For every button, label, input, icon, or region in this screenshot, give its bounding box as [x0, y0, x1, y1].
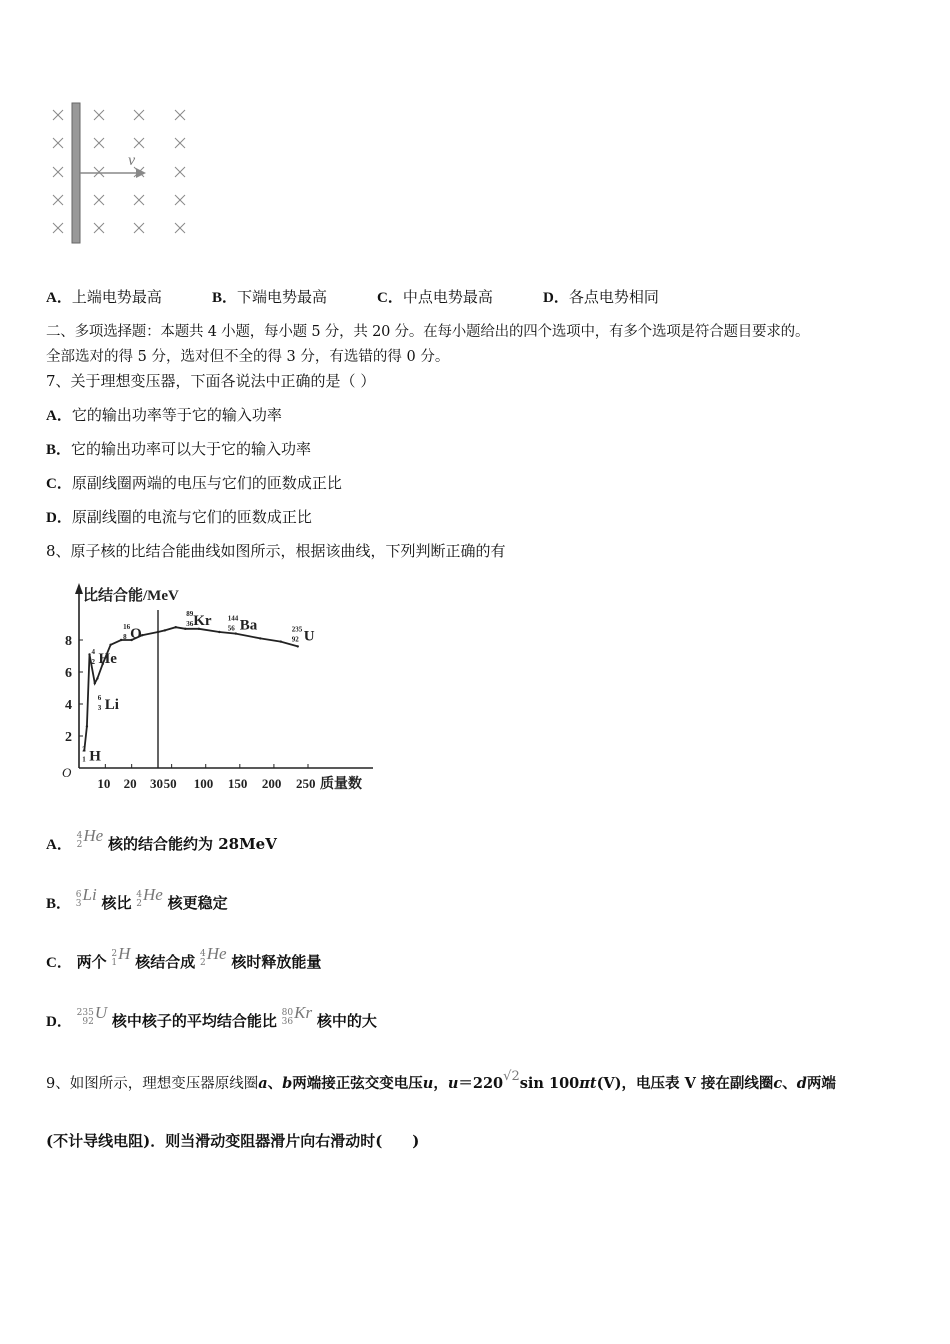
x-tick-label: 10: [97, 776, 111, 791]
annotation-mass-u: 235: [291, 625, 303, 634]
curve-point: [218, 631, 220, 633]
velocity-label: v: [128, 152, 136, 169]
x-tick-label: 50: [163, 776, 177, 791]
origin-label: O: [62, 765, 72, 780]
curve-point: [88, 653, 90, 655]
curve-point: [109, 644, 111, 646]
annotation-mass-he: 4: [91, 647, 96, 656]
annotation-mass-ba: 144: [227, 614, 239, 623]
binding-energy-chart: [58, 580, 388, 800]
conducting-rod: [72, 103, 80, 243]
q7-option-a[interactable]: A．它的输出功率等于它的输入功率: [46, 406, 282, 424]
y-tick-label: 8: [65, 634, 72, 649]
nuclide-h: 2 1: [111, 949, 118, 968]
curve-point: [157, 631, 159, 633]
curve-point: [86, 725, 88, 727]
q6-option-d[interactable]: D．各点电势相同: [543, 288, 659, 306]
curve-point: [120, 639, 122, 641]
nuclide-he-a: 4 2: [76, 831, 83, 850]
nuclide-li: 6 3: [75, 890, 82, 909]
nuclide-kr: 80 36: [281, 1008, 294, 1027]
annotation-mass-o: 16: [123, 623, 131, 631]
annotation-z-kr: 36: [186, 619, 194, 628]
y-tick-label: 6: [65, 666, 72, 681]
x-tick-label: 200: [261, 776, 282, 791]
curve-point: [94, 682, 96, 684]
q8-option-c[interactable]: C． 两个 2 1 H 核结合成 4 2 He 核时释放能量: [46, 944, 322, 971]
annotation-z-li: 3: [97, 704, 102, 713]
nuclide-u: 235 92: [76, 1008, 94, 1027]
q7-option-b[interactable]: B．它的输出功率可以大于它的输入功率: [46, 440, 312, 458]
x-tick-label: 250: [296, 776, 316, 791]
curve-point: [297, 645, 299, 647]
annotation-z-h: 1: [82, 755, 86, 764]
curve-point: [235, 632, 237, 634]
x-tick-label: 100: [193, 776, 214, 791]
q9-stem-line2: (不计导线电阻)．则当滑动变阻器滑片向右滑动时( ): [46, 1132, 420, 1150]
q8-option-b[interactable]: B． 6 3 Li 核比 4 2 He 核更稳定: [46, 885, 228, 912]
annotation-symbol-kr: Kr: [193, 612, 212, 629]
annotation-mass-kr: 89: [186, 609, 194, 618]
nuclide-he-b: 4 2: [136, 890, 143, 909]
annotation-symbol-he: He: [98, 650, 117, 667]
y-tick-label: 4: [65, 698, 72, 713]
q7-option-c[interactable]: C．原副线圈两端的电压与它们的匝数成正比: [46, 474, 342, 492]
y-tick-label: 2: [65, 730, 72, 745]
annotation-z-o: 8: [123, 633, 127, 641]
curve-point: [280, 640, 282, 642]
section-header-line1: 二、多项选择题：本题共 4 小题，每小题 5 分，共 20 分。在每小题给出的四个选项中，有多个选项是符合题目要求的。: [46, 324, 810, 340]
x-tick-label: 20: [123, 776, 137, 791]
y-axis-arrow: [75, 583, 83, 594]
q8-option-a[interactable]: A． 4 2 He 核的结合能约为 28MeV: [46, 826, 277, 853]
x-axis-label: 质量数: [320, 777, 362, 792]
x-tick-label: 30: [150, 776, 163, 791]
chart-title: 比结合能/MeV: [83, 588, 179, 604]
annotation-symbol-o: O: [130, 626, 142, 642]
section-header-line2: 全部选对的得 5 分，选对但不全的得 3 分，有选错的得 0 分。: [46, 349, 450, 365]
nuclide-he-c: 4 2: [200, 949, 206, 968]
curve-point: [96, 677, 98, 679]
q8-stem: 8、原子核的比结合能曲线如图所示，根据该曲线，下列判断正确的有: [46, 542, 506, 560]
annotation-z-he: 2: [91, 657, 96, 666]
q9-stem-line1: 9、如图所示，理想变压器原线圈a、b两端接正弦交变电压u，u＝220√2sin 100πt(V)，电压表 V 接在副线圈c、d两端: [46, 1069, 836, 1092]
q6-option-a[interactable]: A．上端电势最高: [46, 288, 162, 306]
annotation-mass-h: 2: [82, 745, 86, 754]
x-tick-label: 150: [227, 776, 248, 791]
annotation-z-ba: 56: [227, 624, 235, 633]
annotation-mass-li: 6: [97, 694, 102, 703]
annotation-z-u: 92: [291, 635, 299, 644]
q6-option-c[interactable]: C．中点电势最高: [377, 288, 493, 306]
q6-option-b[interactable]: B．下端电势最高: [212, 288, 328, 306]
annotation-symbol-u: U: [303, 628, 315, 645]
annotation-symbol-ba: Ba: [239, 617, 258, 634]
q8-option-d[interactable]: D． 235 92 U 核中核子的平均结合能比 80 36 Kr 核中的大: [46, 1003, 377, 1030]
magnetic-field-figure: [40, 95, 200, 255]
curve-point: [259, 637, 261, 639]
annotation-symbol-li: Li: [104, 697, 119, 714]
curve-point: [164, 629, 166, 631]
q7-stem: 7、关于理想变压器，下面各说法中正确的是（ ）: [46, 372, 376, 390]
annotation-symbol-h: H: [89, 748, 101, 765]
curve-point: [184, 628, 186, 630]
q7-option-d[interactable]: D．原副线圈的电流与它们的匝数成正比: [46, 508, 312, 526]
curve-point: [175, 626, 177, 628]
